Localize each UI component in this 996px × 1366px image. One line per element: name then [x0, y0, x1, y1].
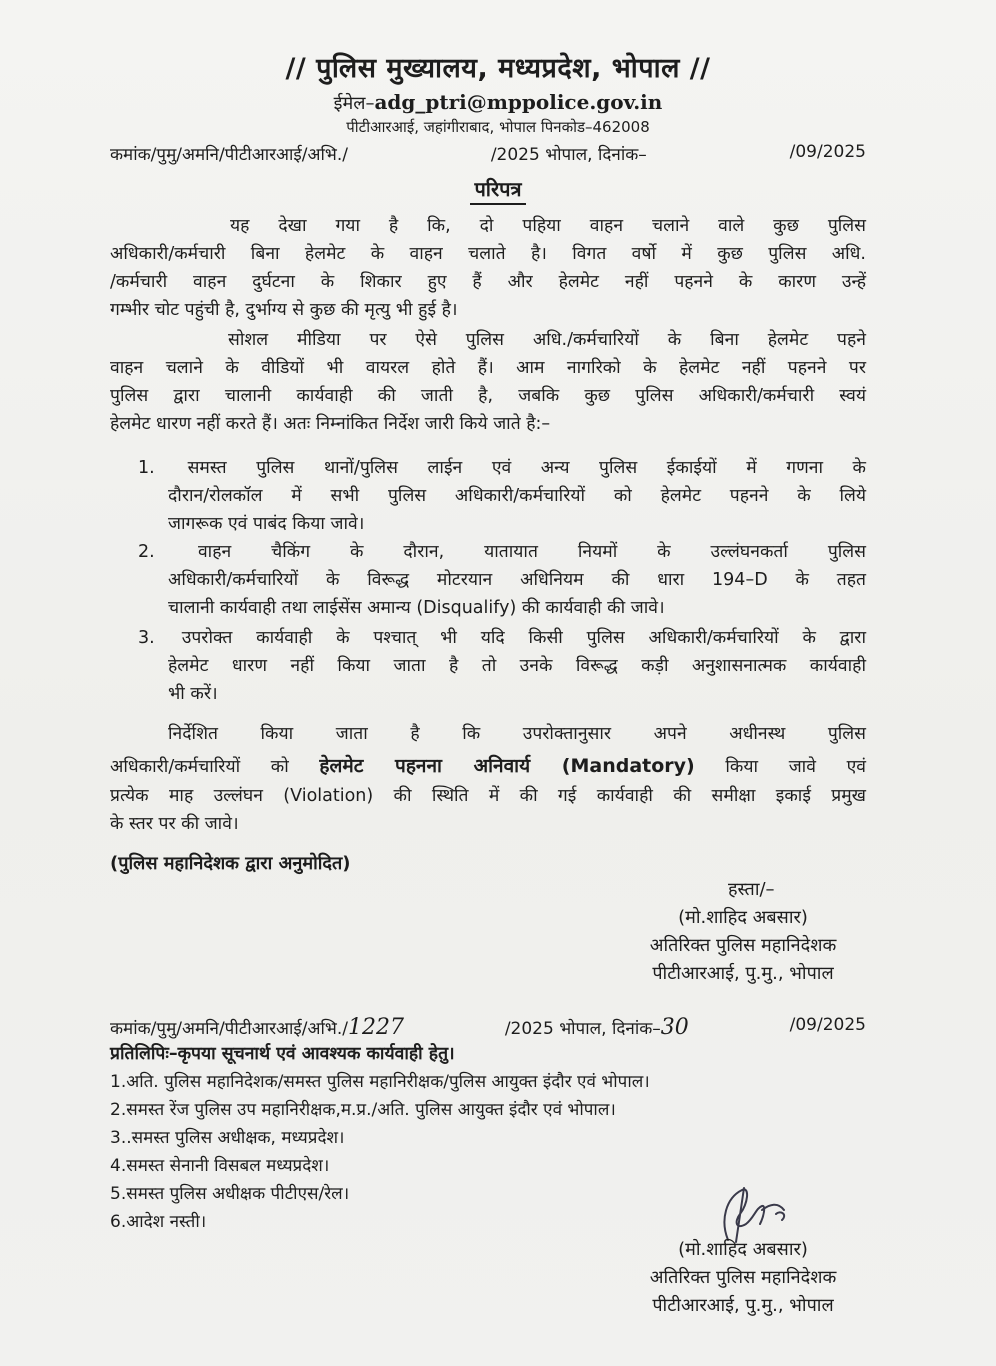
signed-mark: हस्ता/–	[728, 879, 775, 900]
handwritten-day: 30	[660, 1015, 689, 1040]
email-label: ईमेल–	[333, 93, 375, 114]
item-text: चालानी कार्यवाही तथा लाईसेंस अमान्य (Disqualify) की कार्यवाही की जावे।	[168, 598, 665, 618]
ref-number: कमांक/पुमु/अमनि/पीटीआरआई/अभि./	[110, 145, 348, 165]
copy-list-item: 6.आदेश नस्ती।	[110, 1212, 207, 1232]
header-email	[0, 90, 996, 115]
copy-list-item: 5.समस्त पुलिस अधीक्षक पीटीएस/रेल।	[110, 1184, 350, 1204]
subject-heading	[0, 175, 996, 202]
item-text: दौरान/रोलकॉल में सभी पुलिस अधिकारी/कर्मचारियों को हेलमेट पहनने के लिये	[168, 486, 866, 506]
subject-text: परिपत्र	[470, 177, 525, 205]
item-text: जागरूक एवं पाबंद किया जावे।	[168, 514, 365, 534]
header-title: // पुलिस मुख्यालय, मध्यप्रदेश, भोपाल //	[285, 53, 711, 84]
ref-date: /09/2025	[789, 142, 866, 162]
para3-line: प्रत्येक माह उल्लंघन (Violation) की स्थिति में की गई कार्यवाही की समीक्षा इकाई प्रमुख	[110, 786, 866, 806]
copy-ref-date: /09/2025	[789, 1015, 866, 1035]
para3-line: निर्देशित किया जाता है कि उपरोक्तानुसार अपने अधीनस्थ पुलिस	[168, 724, 866, 744]
copy-list-item: 1.अति. पुलिस महानिदेशक/समस्त पुलिस महानिरीक्षक/पुलिस आयुक्त इंदौर एवं भोपाल।	[110, 1072, 650, 1092]
copy-reference-line	[110, 1015, 866, 1040]
para1-line: यह देखा गया है कि, दो पहिया वाहन चलाने वाले कुछ पुलिस	[230, 216, 866, 236]
item-text: वाहन चैकिंग के दौरान, यातायात नियमों के उल्लंघनकर्ता पुलिस	[197, 542, 866, 562]
item-text: अधिकारी/कर्मचारियों के विरूद्ध मोटरयान अधिनियम की धारा 194–D के तहत	[168, 570, 866, 590]
email-address: adg_ptri@mppolice.gov.in	[374, 90, 663, 114]
item-text: हेलमेट धारण नहीं किया जाता है तो उनके विरूद्ध कड़ी अनुशासनात्मक कार्यवाही	[168, 656, 866, 676]
item-number: 1.	[138, 458, 155, 478]
copy-ref-number: कमांक/पुमु/अमनि/पीटीआरआई/अभि./1227	[110, 1015, 404, 1040]
item-number: 3.	[138, 628, 155, 648]
copy-ref-place-date: /2025 भोपाल, दिनांक–30	[504, 1015, 689, 1040]
signatory-office: पीटीआरआई, पु.मु., भोपाल	[652, 963, 834, 984]
copy-list-item: 3..समस्त पुलिस अधीक्षक, मध्यप्रदेश।	[110, 1128, 345, 1148]
signature-block-1	[608, 876, 878, 988]
signatory-name: (मो.शाहिद अबसार)	[678, 1239, 808, 1260]
para1-line: /कर्मचारी वाहन दुर्घटना के शिकार हुए हैं और हेलमेट नहीं पहनने के कारण उन्हें	[110, 272, 866, 292]
signatory-name: (मो.शाहिद अबसार)	[678, 907, 808, 928]
para3-line-mandatory	[110, 754, 866, 779]
header-address: पीटीआरआई, जहांगीराबाद, भोपाल पिनकोड–462008	[346, 118, 650, 136]
para3-line: के स्तर पर की जावे।	[110, 814, 239, 834]
signatory-designation: अतिरिक्त पुलिस महानिदेशक	[649, 935, 837, 956]
para3-text: अधिकारी/कर्मचारियों को	[110, 757, 320, 777]
para1-line: गम्भीर चोट पहुंची है, दुर्भाग्य से कुछ की मृत्यु भी हुई है।	[110, 300, 458, 320]
signatory-office: पीटीआरआई, पु.मु., भोपाल	[652, 1295, 834, 1316]
item-text: भी करें।	[168, 684, 218, 704]
item-text: उपरोक्त कार्यवाही के पश्चात् भी यदि किसी पुलिस अधिकारी/कर्मचारियों के द्वारा	[181, 628, 866, 648]
para3-text: किया जावे एवं	[694, 757, 866, 777]
directive-item-3	[138, 626, 866, 650]
para2-line: पुलिस द्वारा चालानी कार्यवाही की जाती है, जबकि कुछ पुलिस अधिकारी/कर्मचारी स्वयं	[110, 386, 866, 406]
signature-block-2	[608, 1236, 878, 1320]
directive-item-2	[138, 540, 866, 564]
copy-heading: प्रतिलिपिः–कृपया सूचनार्थ एवं आवश्यक कार्यवाही हेतु।	[110, 1044, 455, 1064]
para2-line: हेलमेट धारण नहीं करते हैं। अतः निम्नांकित निर्देश जारी किये जाते है:–	[110, 414, 551, 434]
item-number: 2.	[138, 542, 155, 562]
reference-line	[110, 142, 866, 165]
directive-item-1	[138, 456, 866, 480]
copy-list-item: 4.समस्त सेनानी विसबल मध्यप्रदेश।	[110, 1156, 330, 1176]
signatory-designation: अतिरिक्त पुलिस महानिदेशक	[649, 1267, 837, 1288]
para1-line: अधिकारी/कर्मचारी बिना हेलमेट के वाहन चलाते है। विगत वर्षो में कुछ पुलिस अधि.	[110, 244, 866, 264]
handwritten-number: 1227	[347, 1015, 404, 1040]
approval-note: (पुलिस महानिदेशक द्वारा अनुमोदित)	[110, 853, 351, 874]
item-text: समस्त पुलिस थानों/पुलिस लाईन एवं अन्य पुलिस ईकाईयों में गणना के	[187, 458, 866, 478]
copy-list-item: 2.समस्त रेंज पुलिस उप महानिरीक्षक,म.प्र./अति. पुलिस आयुक्त इंदौर एवं भोपाल।	[110, 1100, 616, 1120]
para2-line: वाहन चलाने के वीडियों भी वायरल होते हैं। आम नागरिको के हेलमेट नहीं पहनने पर	[110, 358, 866, 378]
mandatory-text: हेलमेट पहनना अनिवार्य (Mandatory)	[319, 755, 695, 777]
para2-line: सोशल मीडिया पर ऐसे पुलिस अधि./कर्मचारियों के बिना हेलमेट पहने	[228, 330, 866, 350]
ref-place-date: /2025 भोपाल, दिनांक–	[490, 145, 647, 165]
